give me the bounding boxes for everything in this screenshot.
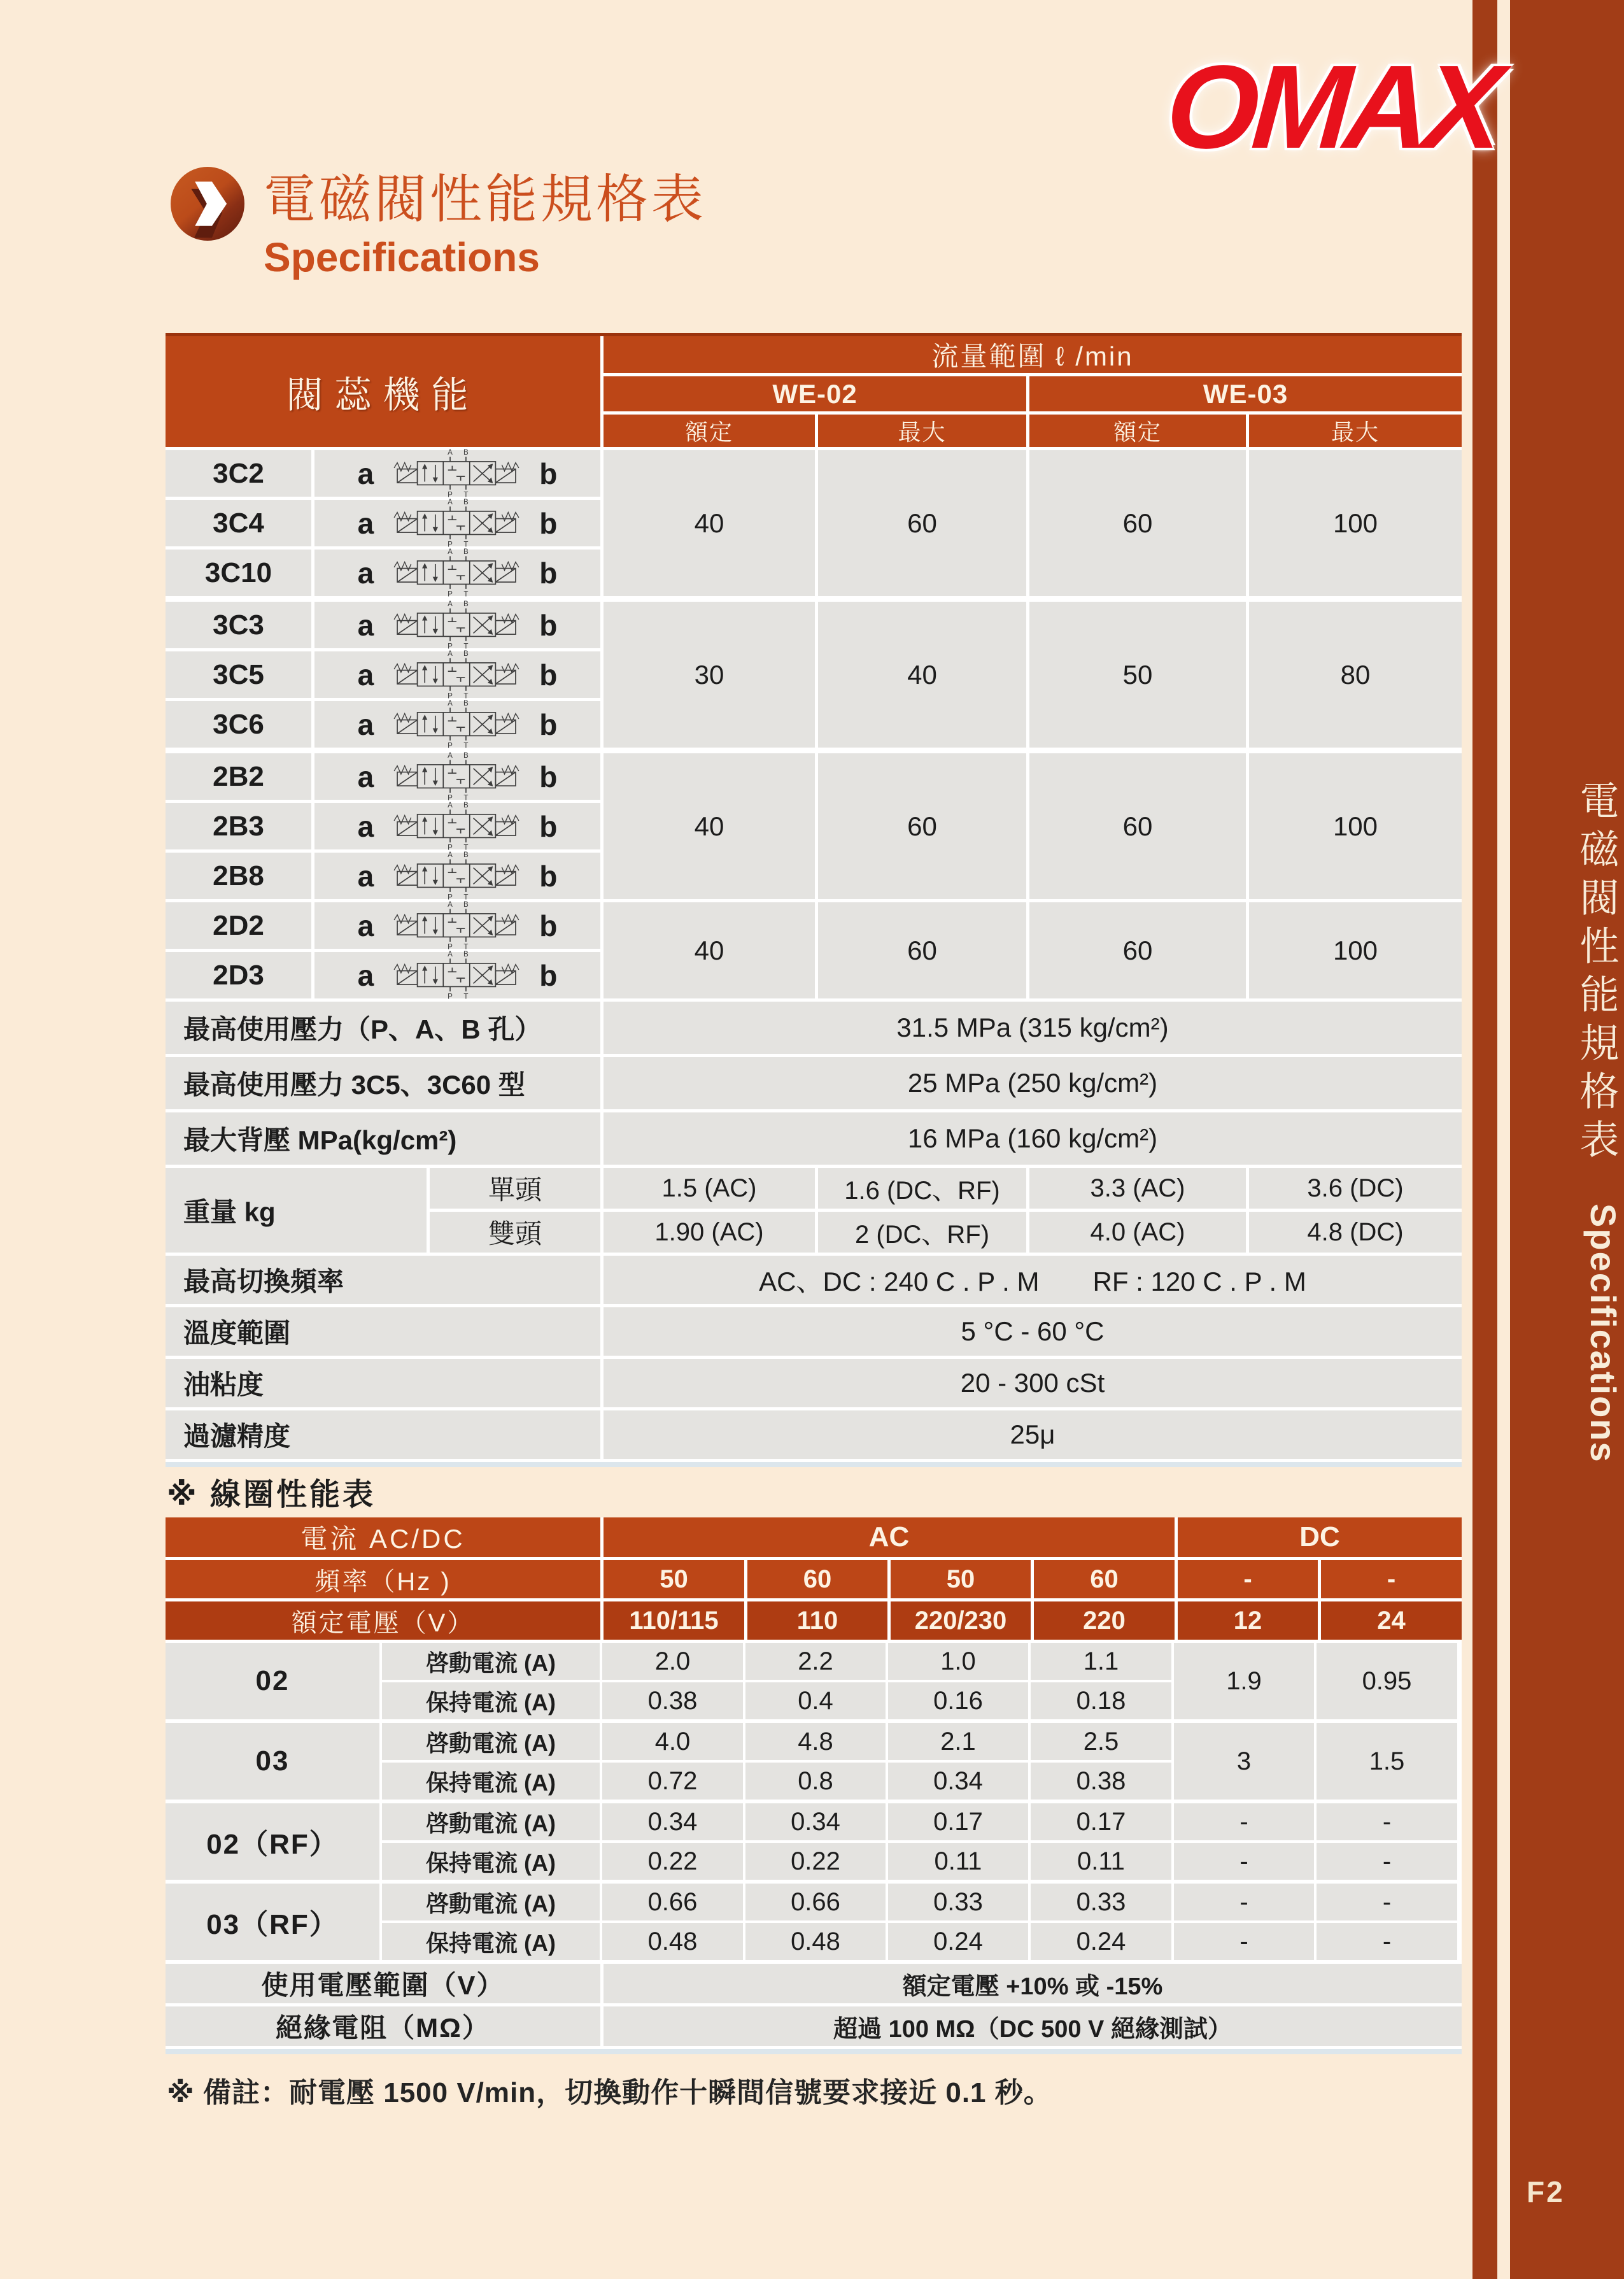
solenoid-b-label: b (539, 809, 558, 843)
current-type-label: 啓動電流 (A) (382, 1803, 600, 1840)
spec-row-weight (166, 1168, 1462, 1253)
current-value: 0.48 (602, 1923, 743, 1960)
spec-value: 25 MPa (250 kg/cm²) (604, 1057, 1462, 1109)
coil-footer-value: 額定電壓 +10% 或 -15% (604, 1964, 1462, 2003)
valve-diagram (314, 853, 600, 899)
footnote: ※ 備註：耐電壓 1500 V/min，切換動作十瞬間信號要求接近 0.1 秒。 (167, 2077, 1052, 2108)
current-value: 0.38 (602, 1682, 743, 1719)
current-value: - (1317, 1843, 1457, 1880)
spec-label: 最高使用壓力 3C5、3C60 型 (166, 1057, 600, 1109)
spec-row-max-pressure-3c5 (166, 1057, 1462, 1109)
flow-range-header: 流量範圍 ℓ /min (604, 336, 1462, 373)
weight-label: 重量 kg (166, 1168, 427, 1253)
coil-group-03 (166, 1723, 1462, 1800)
spec-value: 5 °C - 60 °C (604, 1307, 1462, 1356)
current-value: 0.22 (745, 1843, 886, 1880)
weight-sub-label: 雙頭 (430, 1212, 600, 1253)
valve-symbol-icon (385, 600, 528, 650)
coil-table-header (166, 1517, 1462, 1640)
vertical-accent-bar (1472, 0, 1497, 2279)
spec-row-back-pressure (166, 1112, 1462, 1165)
valve-model: 2D3 (166, 952, 311, 998)
flow-value: 50 (1029, 602, 1246, 748)
current-value-dc12: 3 (1174, 1723, 1314, 1800)
subcol-rated-we03: 額定 (1029, 415, 1246, 447)
current-value: 2.1 (888, 1723, 1028, 1760)
col-group-we02: WE-02 (604, 376, 1026, 411)
valve-group-2d2 (166, 902, 1462, 998)
valve-model: 3C2 (166, 450, 311, 497)
coil-group-label: 03（RF） (166, 1884, 379, 1960)
current-value: 0.34 (602, 1803, 743, 1840)
flow-value: 60 (818, 902, 1026, 998)
valve-symbol-icon (385, 499, 528, 548)
valve-model: 3C4 (166, 500, 311, 546)
coil-group-label: 03 (166, 1723, 379, 1800)
current-type-label: 保持電流 (A) (382, 1843, 600, 1880)
valve-group-2b2 (166, 753, 1462, 899)
flow-value: 100 (1249, 450, 1462, 596)
freq-value: 60 (1034, 1560, 1175, 1598)
flow-value: 80 (1249, 602, 1462, 748)
col-group-we03: WE-03 (1029, 376, 1462, 411)
spec-row-switching-frequency (166, 1256, 1462, 1304)
coil-row-insulation (166, 2006, 1462, 2046)
weight-value: 1.90 (AC) (604, 1212, 815, 1253)
valve-model: 3C5 (166, 651, 311, 698)
voltage-value: 220/230 (891, 1601, 1031, 1640)
current-value: - (1174, 1884, 1314, 1920)
current-value: 0.34 (745, 1803, 886, 1840)
current-value: 0.4 (745, 1682, 886, 1719)
solenoid-b-label: b (539, 707, 558, 741)
current-value: 4.8 (745, 1723, 886, 1760)
freq-value: 50 (604, 1560, 744, 1598)
valve-symbol-icon (385, 449, 528, 499)
solenoid-a-label: a (357, 809, 374, 843)
dc-header: DC (1178, 1517, 1462, 1557)
subcol-rated-we02: 額定 (604, 415, 815, 447)
current-value: 0.33 (1031, 1884, 1171, 1920)
spec-label: 溫度範圍 (166, 1307, 600, 1356)
voltage-value: 24 (1321, 1601, 1462, 1640)
flow-value: 40 (604, 753, 815, 899)
flow-value: 60 (818, 753, 1026, 899)
coil-footer-value: 超過 100 MΩ（DC 500 V 絕緣測試） (604, 2006, 1462, 2046)
spec-label: 最高使用壓力（P、A、B 孔） (166, 1002, 600, 1054)
spec-value: 16 MPa (160 kg/cm²) (604, 1112, 1462, 1165)
spec-label: 過濾精度 (166, 1410, 600, 1459)
spec-value: AC、DC : 240 C . P . M RF : 120 C . P . M (604, 1256, 1462, 1304)
weight-value: 2 (DC、RF) (818, 1212, 1026, 1253)
valve-diagram (314, 803, 600, 849)
flow-value: 40 (604, 450, 815, 596)
spec-value: 20 - 300 cSt (604, 1359, 1462, 1407)
flow-value: 30 (604, 602, 815, 748)
valve-model: 2B3 (166, 803, 311, 849)
spec-row-temperature (166, 1307, 1462, 1356)
current-type-label: 保持電流 (A) (382, 1763, 600, 1800)
valve-model: 3C6 (166, 701, 311, 748)
valve-diagram (314, 753, 600, 800)
current-value-dc24: 0.95 (1317, 1643, 1457, 1719)
freq-value: 60 (747, 1560, 887, 1598)
valve-diagram (314, 651, 600, 698)
spec-table-header (166, 333, 1462, 447)
weight-value: 1.5 (AC) (604, 1168, 815, 1209)
coil-footer-label: 使用電壓範圍（V） (166, 1964, 600, 2003)
solenoid-b-label: b (539, 608, 558, 642)
valve-model: 3C10 (166, 550, 311, 596)
spec-label: 最高切換頻率 (166, 1256, 600, 1304)
current-value: 0.33 (888, 1884, 1028, 1920)
solenoid-a-label: a (357, 958, 374, 992)
weight-value: 4.0 (AC) (1029, 1212, 1246, 1253)
current-value: - (1317, 1803, 1457, 1840)
valve-spec-table (166, 333, 1462, 1467)
current-value: 0.17 (1031, 1803, 1171, 1840)
coil-group-label: 02 (166, 1643, 379, 1719)
coil-group-03rf (166, 1884, 1462, 1960)
spec-label: 油粘度 (166, 1359, 600, 1407)
weight-value: 1.6 (DC、RF) (818, 1168, 1026, 1209)
valve-symbol-icon (385, 700, 528, 749)
spec-value: 31.5 MPa (315 kg/cm²) (604, 1002, 1462, 1054)
voltage-value: 110 (747, 1601, 887, 1640)
chevron-badge-icon (171, 167, 244, 241)
solenoid-a-label: a (357, 556, 374, 590)
current-value: 2.2 (745, 1643, 886, 1680)
current-value: 0.11 (888, 1843, 1028, 1880)
solenoid-b-label: b (539, 457, 558, 490)
current-value: 0.48 (745, 1923, 886, 1960)
current-value: 0.18 (1031, 1682, 1171, 1719)
flow-value: 100 (1249, 902, 1462, 998)
valve-group-3c2 (166, 450, 1462, 596)
solenoid-b-label: b (539, 556, 558, 590)
coil-table-heading: ※ 線圈性能表 (167, 1478, 376, 1512)
voltage-header: 額定電壓（V） (166, 1601, 600, 1640)
current-type-label: 保持電流 (A) (382, 1923, 600, 1960)
flow-value: 60 (1029, 450, 1246, 596)
current-value: 0.22 (602, 1843, 743, 1880)
ac-header: AC (604, 1517, 1175, 1557)
solenoid-b-label: b (539, 658, 558, 692)
freq-value: - (1321, 1560, 1462, 1598)
table-bottom-strip (166, 1462, 1462, 1467)
coil-row-voltage-range (166, 1964, 1462, 2003)
valve-symbol-icon (385, 650, 528, 700)
subcol-max-we02: 最大 (818, 415, 1026, 447)
coil-group-label: 02（RF） (166, 1803, 379, 1880)
solenoid-b-label: b (539, 760, 558, 793)
valve-symbol-icon (385, 802, 528, 851)
page-title-block (171, 167, 707, 280)
sidebar-title-cjk: 電磁閥性能規格表 (1574, 780, 1618, 1167)
voltage-value: 220 (1034, 1601, 1175, 1640)
current-header: 電流 AC/DC (166, 1517, 600, 1557)
solenoid-a-label: a (357, 859, 374, 893)
valve-diagram (314, 500, 600, 546)
solenoid-b-label: b (539, 909, 558, 942)
flow-value: 60 (1029, 902, 1246, 998)
table-bottom-strip (166, 2049, 1462, 2054)
current-type-label: 啓動電流 (A) (382, 1884, 600, 1920)
current-value: - (1317, 1923, 1457, 1960)
current-value: 1.1 (1031, 1643, 1171, 1680)
valve-diagram (314, 701, 600, 748)
current-value: - (1317, 1884, 1457, 1920)
valve-diagram (314, 550, 600, 596)
flow-value: 40 (604, 902, 815, 998)
current-value: 0.17 (888, 1803, 1028, 1840)
current-value-dc24: 1.5 (1317, 1723, 1457, 1800)
solenoid-a-label: a (357, 608, 374, 642)
current-value: 0.16 (888, 1682, 1028, 1719)
page-number: F2 (1527, 2175, 1565, 2208)
valve-symbol-icon (385, 548, 528, 598)
flow-value: 60 (818, 450, 1026, 596)
valve-model: 2D2 (166, 902, 311, 949)
current-value-dc12: 1.9 (1174, 1643, 1314, 1719)
valve-diagram (314, 602, 600, 648)
current-type-label: 啓動電流 (A) (382, 1643, 600, 1680)
frequency-header: 頻率（Hz ) (166, 1560, 600, 1598)
weight-sub-label: 單頭 (430, 1168, 600, 1209)
coil-group-02 (166, 1643, 1462, 1719)
solenoid-b-label: b (539, 506, 558, 540)
current-value: 0.72 (602, 1763, 743, 1800)
coil-footer-label: 絕緣電阻（MΩ） (166, 2006, 600, 2046)
weight-value: 3.3 (AC) (1029, 1168, 1246, 1209)
page-title: 電磁閥性能規格表 (264, 171, 707, 229)
valve-diagram (314, 902, 600, 949)
valve-model: 3C3 (166, 602, 311, 648)
valve-symbol-icon (385, 901, 528, 951)
valve-diagram (314, 450, 600, 497)
solenoid-a-label: a (357, 658, 374, 692)
current-value: 2.0 (602, 1643, 743, 1680)
page-subtitle: Specifications (264, 234, 540, 280)
subcol-max-we03: 最大 (1249, 415, 1462, 447)
flow-value: 60 (1029, 753, 1246, 899)
current-value: 0.24 (888, 1923, 1028, 1960)
valve-symbol-icon (385, 851, 528, 901)
current-type-label: 啓動電流 (A) (382, 1723, 600, 1760)
freq-value: 50 (891, 1560, 1031, 1598)
sidebar-title-en: Specifications (1583, 1203, 1623, 1463)
solenoid-a-label: a (357, 707, 374, 741)
current-value: 0.34 (888, 1763, 1028, 1800)
spec-value: 25μ (604, 1410, 1462, 1459)
spec-label: 最大背壓 MPa(kg/cm²) (166, 1112, 600, 1165)
current-value: - (1174, 1803, 1314, 1840)
corner-header: 閥蕊機能 (166, 336, 600, 447)
valve-model: 2B8 (166, 853, 311, 899)
flow-value: 100 (1249, 753, 1462, 899)
current-value: 0.8 (745, 1763, 886, 1800)
solenoid-a-label: a (357, 506, 374, 540)
weight-value: 4.8 (DC) (1249, 1212, 1462, 1253)
valve-symbol-icon (385, 752, 528, 802)
current-value: 0.38 (1031, 1763, 1171, 1800)
current-value: 0.24 (1031, 1923, 1171, 1960)
valve-diagram (314, 952, 600, 998)
current-value: 0.11 (1031, 1843, 1171, 1880)
spec-row-filtration (166, 1410, 1462, 1459)
spec-row-max-pressure (166, 1002, 1462, 1054)
current-value: 2.5 (1031, 1723, 1171, 1760)
voltage-value: 12 (1178, 1601, 1318, 1640)
current-value: 1.0 (888, 1643, 1028, 1680)
current-value: 4.0 (602, 1723, 743, 1760)
solenoid-a-label: a (357, 457, 374, 490)
solenoid-a-label: a (357, 909, 374, 942)
valve-group-3c3 (166, 602, 1462, 748)
solenoid-b-label: b (539, 859, 558, 893)
current-value: 0.66 (745, 1884, 886, 1920)
weight-value: 3.6 (DC) (1249, 1168, 1462, 1209)
current-value: 0.66 (602, 1884, 743, 1920)
current-value: - (1174, 1843, 1314, 1880)
freq-value: - (1178, 1560, 1318, 1598)
solenoid-b-label: b (539, 958, 558, 992)
valve-symbol-icon (385, 951, 528, 1000)
flow-value: 40 (818, 602, 1026, 748)
valve-model: 2B2 (166, 753, 311, 800)
current-value: - (1174, 1923, 1314, 1960)
current-type-label: 保持電流 (A) (382, 1682, 600, 1719)
coil-table (166, 1517, 1462, 2054)
coil-group-02rf (166, 1803, 1462, 1880)
voltage-value: 110/115 (604, 1601, 744, 1640)
omax-logo: OMAX (1162, 41, 1502, 173)
solenoid-a-label: a (357, 760, 374, 793)
spec-row-viscosity (166, 1359, 1462, 1407)
